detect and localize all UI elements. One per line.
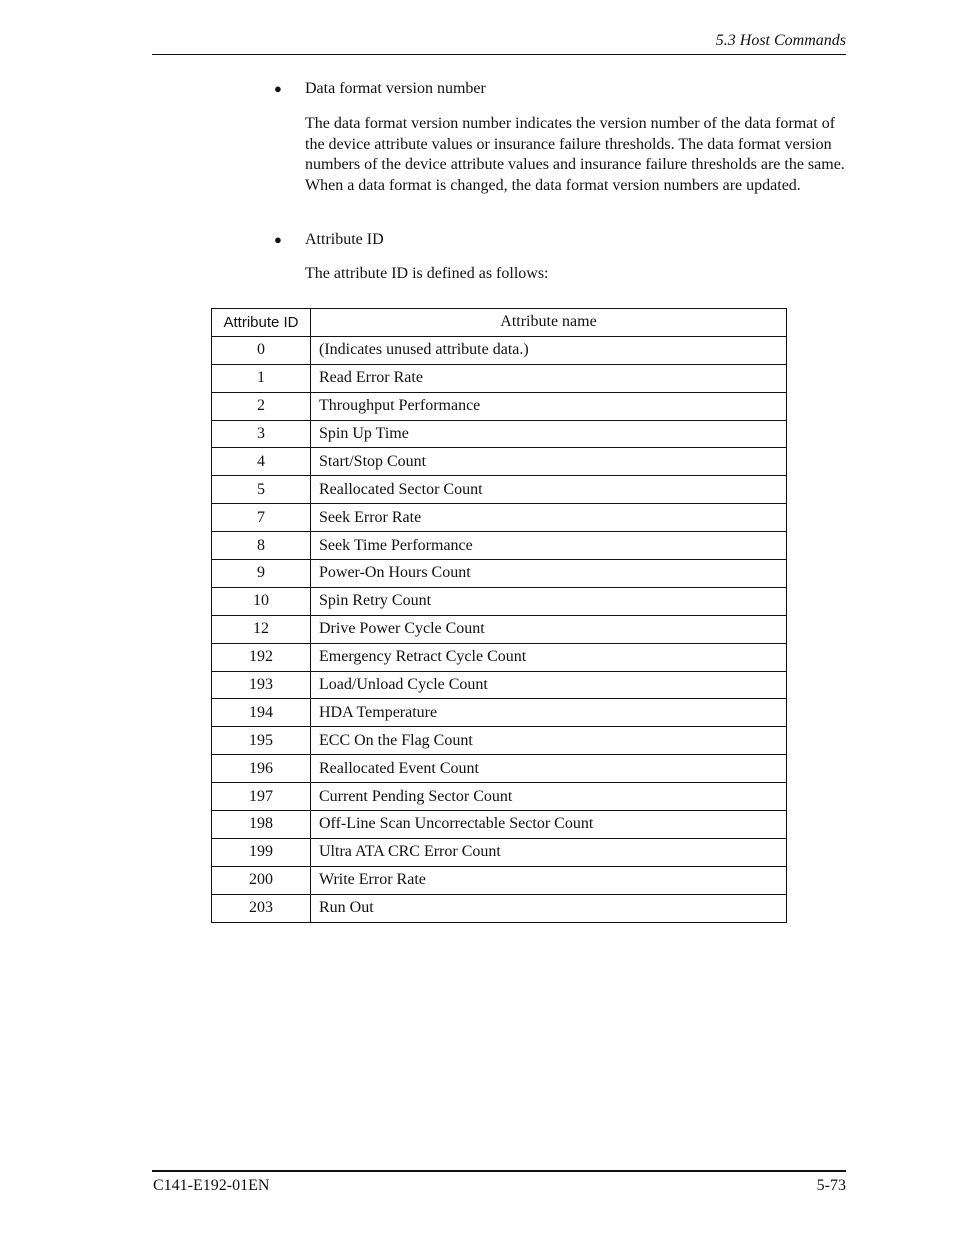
attribute-id-cell: 200 [212, 866, 311, 894]
attribute-name-cell: Ultra ATA CRC Error Count [311, 838, 787, 866]
attribute-name-cell: Spin Up Time [311, 420, 787, 448]
paragraph-data-format: The data format version number indicates the version number of the data format of the device attribute values or insurance failure thresholds. The data format version numbers of the device attribute values and insurance failure thresholds are the same. When a data format is changed, the data format version numbers are updated. [305, 115, 845, 194]
paragraph-attribute-id: The attribute ID is defined as follows: [305, 265, 549, 282]
table-row [212, 504, 787, 532]
bullet-icon: ● [274, 81, 282, 96]
attribute-id-cell: 197 [212, 783, 311, 811]
table-row [212, 811, 787, 839]
attribute-name-cell: (Indicates unused attribute data.) [311, 336, 787, 364]
footer-rule [152, 1170, 846, 1172]
table-row [212, 476, 787, 504]
table-row [212, 364, 787, 392]
table-row [212, 727, 787, 755]
table-row [212, 838, 787, 866]
table-row [212, 894, 787, 922]
table-row [212, 671, 787, 699]
attribute-name-cell: Read Error Rate [311, 364, 787, 392]
table-row [212, 448, 787, 476]
attribute-id-cell: 4 [212, 448, 311, 476]
attribute-id-cell: 199 [212, 838, 311, 866]
attribute-id-cell: 198 [212, 811, 311, 839]
attribute-id-cell: 5 [212, 476, 311, 504]
attribute-id-cell: 1 [212, 364, 311, 392]
attribute-id-cell: 0 [212, 336, 311, 364]
attribute-name-cell: Start/Stop Count [311, 448, 787, 476]
attribute-name-cell: Seek Error Rate [311, 504, 787, 532]
attribute-id-cell: 203 [212, 894, 311, 922]
attribute-name-cell: Off-Line Scan Uncorrectable Sector Count [311, 811, 787, 839]
attribute-id-cell: 8 [212, 532, 311, 560]
attribute-name-cell: Seek Time Performance [311, 532, 787, 560]
table-row [212, 392, 787, 420]
attribute-name-cell: HDA Temperature [311, 699, 787, 727]
attribute-name-cell: Spin Retry Count [311, 587, 787, 615]
table-row [212, 755, 787, 783]
table-row [212, 866, 787, 894]
column-header-attribute-id: Attribute ID [212, 309, 311, 337]
bullet-title: Data format version number [305, 80, 486, 97]
attribute-id-cell: 195 [212, 727, 311, 755]
table-row [212, 532, 787, 560]
table-row [212, 615, 787, 643]
table-header-row [212, 309, 787, 337]
table-row [212, 643, 787, 671]
attribute-name-cell: Power-On Hours Count [311, 560, 787, 588]
attribute-id-cell: 7 [212, 504, 311, 532]
table-row [212, 699, 787, 727]
attribute-name-cell: Reallocated Sector Count [311, 476, 787, 504]
running-header: 5.3 Host Commands [715, 32, 846, 49]
attribute-table [211, 308, 787, 923]
attribute-name-cell: Current Pending Sector Count [311, 783, 787, 811]
attribute-name-cell: Reallocated Event Count [311, 755, 787, 783]
attribute-id-cell: 192 [212, 643, 311, 671]
bullet-title: Attribute ID [305, 231, 384, 248]
attribute-id-cell: 9 [212, 560, 311, 588]
attribute-id-cell: 10 [212, 587, 311, 615]
attribute-id-cell: 12 [212, 615, 311, 643]
attribute-name-cell: Emergency Retract Cycle Count [311, 643, 787, 671]
attribute-id-cell: 193 [212, 671, 311, 699]
attribute-name-cell: ECC On the Flag Count [311, 727, 787, 755]
table-body [212, 336, 787, 922]
attribute-name-cell: Load/Unload Cycle Count [311, 671, 787, 699]
table-row [212, 587, 787, 615]
table-row [212, 420, 787, 448]
table-row [212, 783, 787, 811]
bullet-icon: ● [274, 232, 282, 247]
table-row [212, 336, 787, 364]
attribute-id-cell: 196 [212, 755, 311, 783]
attribute-name-cell: Write Error Rate [311, 866, 787, 894]
attribute-name-cell: Throughput Performance [311, 392, 787, 420]
attribute-id-cell: 194 [212, 699, 311, 727]
attribute-id-cell: 3 [212, 420, 311, 448]
attribute-id-cell: 2 [212, 392, 311, 420]
document-id: C141-E192-01EN [153, 1177, 270, 1194]
attribute-name-cell: Drive Power Cycle Count [311, 615, 787, 643]
page-number: 5-73 [816, 1177, 846, 1194]
table-row [212, 560, 787, 588]
column-header-attribute-name: Attribute name [311, 309, 787, 337]
attribute-name-cell: Run Out [311, 894, 787, 922]
header-rule [152, 54, 846, 55]
